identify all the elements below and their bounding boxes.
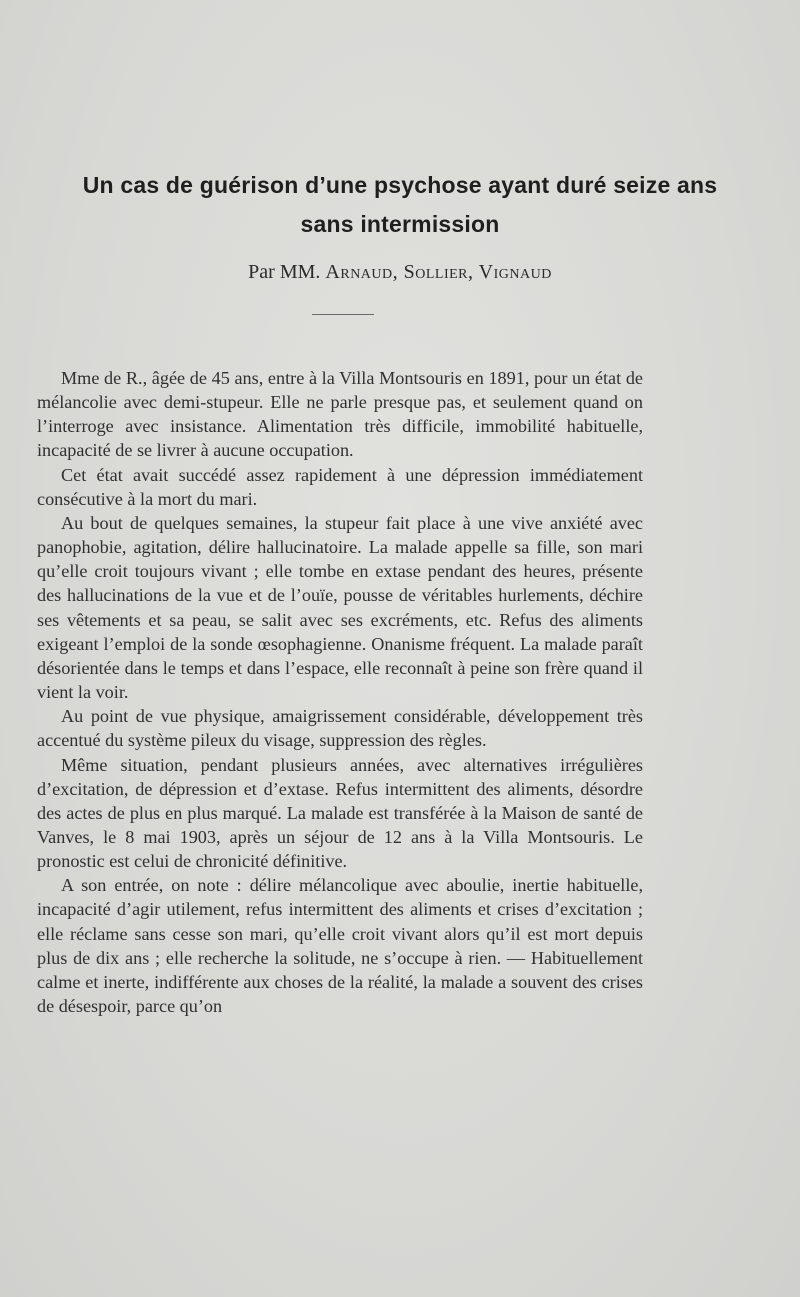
paragraph: Cet état avait succédé assez rapidement à une dépression immédiatement consécutive à la mort du mari.: [37, 464, 643, 509]
paragraph: Au bout de quelques semaines, la stupeur fait place à une vive anxiété avec panophobie, agitation, délire hallucinatoire. La malade appelle sa fille, son mari qu’elle croit toujours vivant ; elle tombe en extase pendant des heures, présente des hallucinations de la vue et de l’ouïe, pousse de véritables hurlements, déchire ses vêtements et sa peau, se salit avec ses excréments, etc. Refus des aliments exigeant l’emploi de la sonde œsophagienne. Onanisme fréquent. La malade paraît désorientée dans le temps et dans l’espace, elle reconnaît à peine son frère quand il vient la voir.: [37, 512, 643, 703]
paragraph: Mme de R., âgée de 45 ans, entre à la Villa Montsouris en 1891, pour un état de mélancolie avec demi-stupeur. Elle ne parle presque pas, et seulement quand on l’interroge avec insistance. Alimentation très difficile, immobilité habituelle, incapacité de se livrer à aucune occupation.: [37, 368, 643, 461]
title-divider: [312, 314, 374, 315]
paragraph: A son entrée, on note : délire mélancolique avec aboulie, inertie habituelle, incapacité d’agir utilement, refus intermittent des aliments et crises d’excitation ; elle réclame sans cesse son mari, qu’elle croit vivant alors qu’il est mort depuis plus de dix ans ; elle recherche la solitude, ne s’occupe à rien. — Habituellement calme et inerte, indifférente aux choses de la réalité, la malade a souvent des crises de désespoir, parce qu’on: [37, 875, 643, 1017]
byline-prefix: Par MM.: [248, 261, 326, 283]
article-title-continued: sans intermission: [300, 211, 500, 237]
article-title: Un cas de guérison d’une psychose ayant duré seize ans: [82, 172, 718, 198]
author-names: Arnaud, Sollier, Vignaud: [325, 261, 552, 283]
paragraph: Même situation, pendant plusieurs années, avec alternatives irrégulières d’excitation, de dépression et d’extase. Refus intermittent des aliments, désordre des actes de plus en plus marqué. La malade est transférée à la Maison de santé de Vanves, le 8 mai 1903, après un séjour de 12 ans à la Villa Montsouris. Le pronostic est celui de chronicité définitive.: [37, 754, 643, 872]
article-body: [37, 366, 643, 1018]
byline: [0, 261, 800, 284]
paragraph: Au point de vue physique, amaigrissement considérable, développement très accentué du système pileux du visage, suppression des règles.: [37, 706, 643, 751]
